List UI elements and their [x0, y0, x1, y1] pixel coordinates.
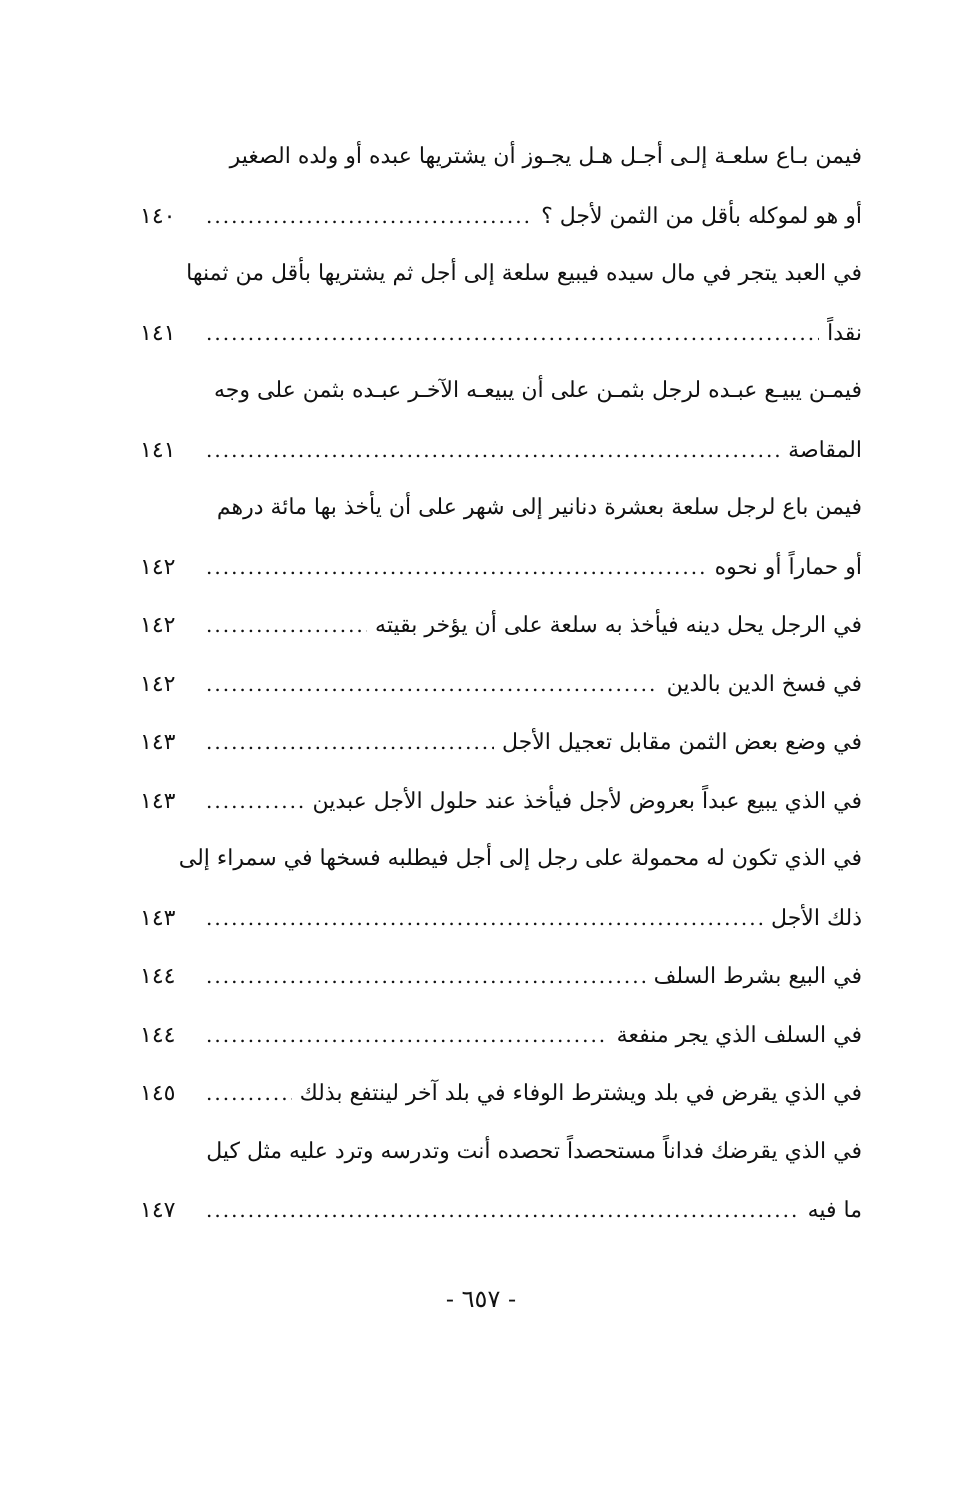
toc-page-number: ١٤٣ — [140, 730, 176, 755]
toc-entry-final-line — [140, 713, 862, 772]
toc-entry-final-line — [140, 1006, 862, 1065]
toc-entry-final-line — [140, 421, 862, 480]
toc-entry-text-line: في الذي يقرضك فداناً مستحصداً تحصده أنت وتدرسه وترد عليه مثل كيل — [206, 1138, 862, 1164]
toc-entry-title: في وضع بعض الثمن مقابل تعجيل الأجل — [502, 730, 862, 755]
toc-entry — [140, 596, 862, 655]
toc-entry-text-line: في الذي تكون له محمولة على رجل إلى أجل فيطلبه فسخها في سمراء إلى — [178, 846, 862, 871]
dot-leader — [206, 304, 819, 363]
toc-entry-title: في السلف الذي يجر منفعة — [616, 1022, 862, 1048]
toc-entry-final-line — [140, 655, 862, 714]
toc-entry-final-line — [140, 187, 862, 246]
toc-entry-title: في الرجل يحل دينه فيأخذ به سلعة على أن يؤخر بقيته — [375, 613, 862, 638]
dot-leader — [206, 538, 707, 597]
toc-entry-title: أو حماراً أو نحوه — [714, 554, 862, 580]
dot-leader — [206, 421, 780, 480]
toc-entry — [140, 772, 862, 831]
toc-page-number: ١٤٤ — [140, 964, 176, 989]
toc-page-number: ١٤٥ — [140, 1081, 176, 1106]
dot-leader — [206, 1181, 800, 1240]
toc-page-number: ١٤٢ — [140, 671, 176, 697]
toc-entry-title: ذلك الأجل — [771, 905, 862, 931]
toc-entry-final-line — [140, 947, 862, 1006]
toc-entry-final-line — [140, 304, 862, 363]
toc-entry-final-line — [140, 596, 862, 655]
toc-entry — [140, 362, 862, 479]
toc-entry — [140, 1064, 862, 1123]
toc-entry-title: ما فيه — [807, 1198, 862, 1223]
toc-entry-final-line — [140, 772, 862, 831]
toc-entry-text-line: فيمن بـاع سلعـة إلـى أجـل هـل يجـوز أن يشتريها عبده أو ولده الصغير — [229, 144, 862, 169]
toc-entry — [140, 128, 862, 245]
toc-page-number: ١٤٠ — [140, 203, 176, 229]
toc-entry-final-line — [140, 889, 862, 948]
toc-entry-final-line — [140, 1064, 862, 1123]
toc-entry — [140, 947, 862, 1006]
dot-leader — [206, 1006, 609, 1065]
toc-entry-text-line: في العبد يتجر في مال سيده فيبيع سلعة إلى أجل ثم يشتريها بأقل من ثمنها — [186, 261, 862, 286]
toc-entry-title: نقداً — [827, 320, 862, 346]
dot-leader — [206, 889, 763, 948]
dot-leader — [206, 772, 305, 831]
toc-page-number: ١٤٢ — [140, 554, 176, 580]
page-number: - ٦٥٧ - — [445, 1285, 517, 1313]
toc-entry — [140, 713, 862, 772]
toc-entry — [140, 479, 862, 596]
toc-entry-text-line: فيمـن يبيـع عبـده لرجل بثمـن على أن يبيعـه الآخـر عبـده بثمن على وجه — [214, 378, 862, 403]
toc-page-number: ١٤٣ — [140, 788, 176, 814]
toc-entry-final-line — [140, 538, 862, 597]
toc-entry-title: في الذي يقرض في بلد ويشترط الوفاء في بلد آخر لينتفع بذلك — [299, 1081, 862, 1106]
dot-leader — [206, 655, 659, 714]
toc-entry-text-line: فيمن باع لرجل سلعة بعشرة دنانير إلى شهر على أن يأخذ بها مائة درهم — [216, 495, 862, 520]
toc-entry — [140, 655, 862, 714]
dot-leader — [206, 947, 646, 1006]
toc-page-number: ١٤١ — [140, 320, 176, 346]
toc-entry-title: في الذي يبيع عبداً بعروض لأجل فيأخذ عند حلول الأجل عبدين — [312, 788, 862, 814]
dot-leader — [206, 187, 533, 246]
toc-page-number: ١٤٤ — [140, 1022, 176, 1048]
toc-page-number: ١٤٢ — [140, 613, 176, 638]
toc-entry-title: أو هو لموكله بأقل من الثمن لأجل ؟ — [541, 203, 862, 229]
toc-entry-title: في فسخ الدين بالدين — [666, 671, 862, 697]
toc-entry — [140, 830, 862, 947]
toc-entry-title: المقاصة — [788, 437, 862, 463]
toc-entry — [140, 1006, 862, 1065]
toc-entry-title: في البيع بشرط السلف — [653, 964, 862, 989]
toc-page-number: ١٤٣ — [140, 905, 176, 931]
toc-entry — [140, 245, 862, 362]
toc-entry — [140, 1123, 862, 1240]
dot-leader — [206, 596, 367, 655]
toc-entry-final-line — [140, 1181, 862, 1240]
toc-page-number: ١٤٧ — [140, 1198, 176, 1223]
dot-leader — [206, 713, 494, 772]
table-of-contents — [140, 128, 862, 1240]
toc-page-number: ١٤١ — [140, 437, 176, 463]
dot-leader — [206, 1064, 292, 1123]
